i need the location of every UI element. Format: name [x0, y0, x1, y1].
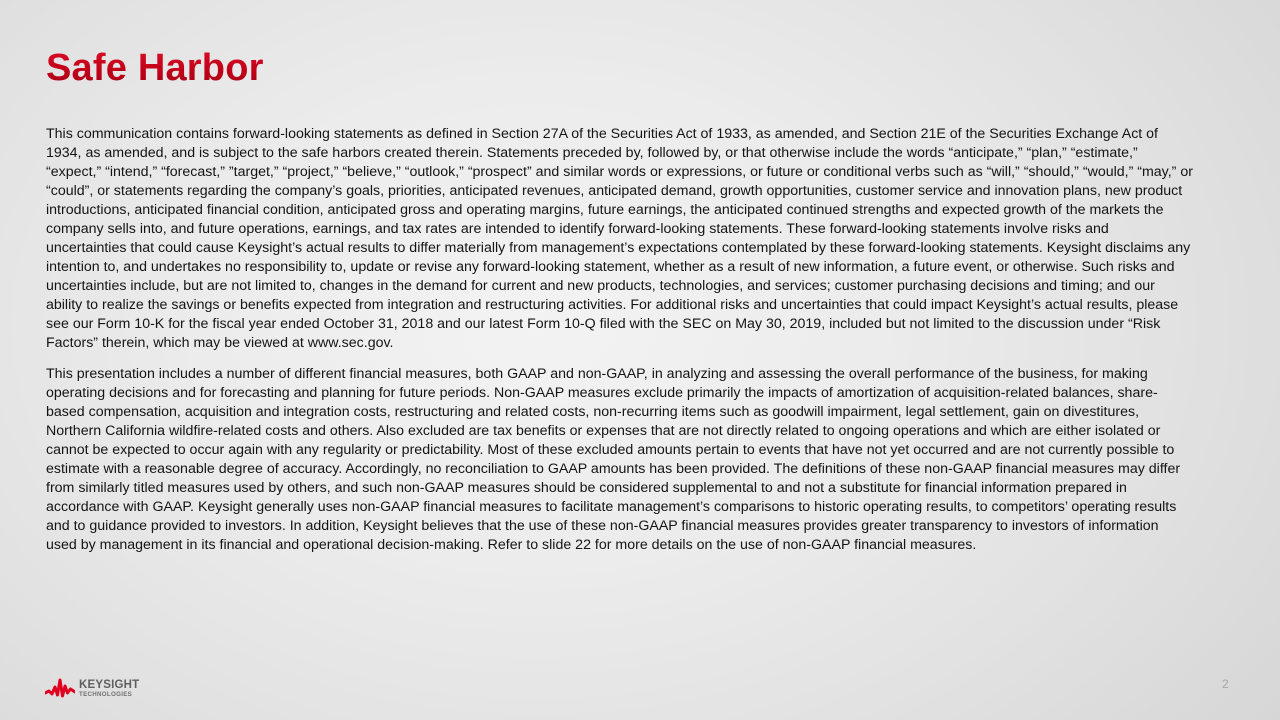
page-number: 2 [1222, 677, 1229, 691]
keysight-wave-icon [45, 678, 75, 700]
slide-title: Safe Harbor [46, 44, 264, 92]
text-line: uncertainties that could cause Keysight’s actual results to differ materially from management’s expectations contemplated by these forward-looking statements. Keysight disclaims any [46, 240, 1191, 256]
keysight-logo [45, 676, 139, 702]
text-line: 1934, as amended, and is subject to the safe harbors created therein. Statements preceded by, followed by, or that otherwise include the words “anticipate,” “plan,” “estimate,” [46, 145, 1138, 161]
text-line: This communication contains forward-looking statements as defined in Section 27A of the Securities Act of 1933, as amended, and Section 21E of the Securities Exchange Act of [46, 126, 1158, 142]
text-line: uncertainties include, but are not limited to, changes in the demand for current and new products, technologies, and services; customer purchasing decisions and timing; and our [46, 278, 1155, 294]
text-line: and to guidance provided to investors. In addition, Keysight believes that the use of these non-GAAP financial measures provides greater transparency to investors of information [46, 518, 1159, 534]
logo-subtitle: TECHNOLOGIES [79, 691, 133, 698]
text-line: “expect,” “intend,” “forecast,” ”target,” “project,” “believe,” “outlook,” “prospect” and similar words or expressions, or future or conditional verbs such as “will,” “should,” “would,” “may,” or [46, 164, 1193, 180]
text-line: company sells into, and future operations, earnings, and tax rates are intended to identify forward-looking statements. These forward-looking statements involve risks and [46, 221, 1109, 237]
text-line: ability to realize the savings or benefits expected from integration and restructuring activities. For additional risks and uncertainties that could impact Keysight’s actual results, please [46, 297, 1179, 313]
text-line: based compensation, acquisition and integration costs, restructuring and related costs, non-recurring items such as goodwill impairment, legal settlement, gain on divestitures, [46, 404, 1140, 420]
text-line: cannot be expected to occur again with any regularity or predictability. Most of these excluded amounts pertain to events that have not yet occurred and are not currently possible to [46, 442, 1175, 458]
text-line: Northern California wildfire-related costs and others. Also excluded are tax benefits or expenses that are not directly related to ongoing operations and which are either isolated or [46, 423, 1161, 439]
non-gaap-measures-paragraph [46, 365, 1246, 555]
text-line: “could”, or statements regarding the company’s goals, priorities, anticipated revenues, anticipated demand, growth opportunities, customer service and innovation plans, new product [46, 183, 1183, 199]
text-line: see our Form 10-K for the fiscal year ended October 31, 2018 and our latest Form 10-Q filed with the SEC on May 30, 2019, included but not limited to the discussion under “Risk [46, 316, 1161, 332]
forward-looking-statements-paragraph [46, 125, 1246, 353]
text-line: used by management in its financial and operational decision-making. Refer to slide 22 for more details on the use of non-GAAP financial measures. [46, 537, 977, 553]
text-line: intention to, and undertakes no responsibility to, update or revise any forward-looking statement, whether as a result of new information, a future event, or otherwise. Such risks and [46, 259, 1175, 275]
logo-name: KEYSIGHT [79, 679, 140, 691]
text-line: estimate with a reasonable degree of accuracy. Accordingly, no reconciliation to GAAP amounts has been provided. The definitions of these non-GAAP financial measures may differ [46, 461, 1181, 477]
text-line: introductions, anticipated financial condition, anticipated gross and operating margins, future earnings, the anticipated continued strengths and expected growth of the markets the [46, 202, 1164, 218]
logo-wordmark [79, 679, 139, 699]
text-line: This presentation includes a number of different financial measures, both GAAP and non-GAAP, in analyzing and assessing the overall performance of the business, for making [46, 366, 1148, 382]
text-line: accordance with GAAP. Keysight generally uses non-GAAP financial measures to facilitate management’s comparisons to historic operating results, to competitors’ operating results [46, 499, 1177, 515]
text-line: Factors” therein, which may be viewed at www.sec.gov. [46, 335, 394, 351]
text-line: from similarly titled measures used by others, and such non-GAAP measures should be considered supplemental to and not a substitute for financial information prepared in [46, 480, 1127, 496]
text-line: operating decisions and for forecasting and planning for future periods. Non-GAAP measures exclude primarily the impacts of amortization of acquisition-related balances, share- [46, 385, 1158, 401]
safe-harbor-body [46, 125, 1246, 555]
